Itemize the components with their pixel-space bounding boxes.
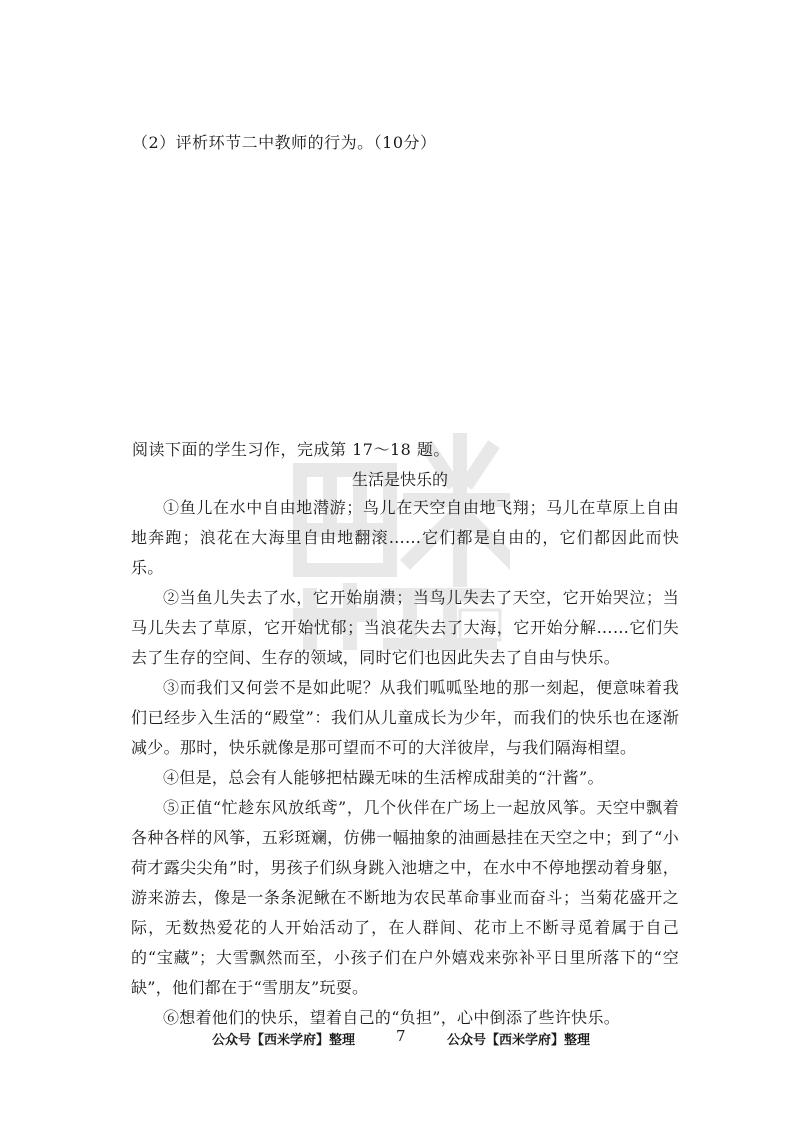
paragraph: ①鱼儿在水中自由地潜游；鸟儿在天空自由地飞翔；马儿在草原上自由地奔跑；浪花在大海里自由地翻滚……它们都是自由的，它们都因此而快乐。: [131, 498, 679, 577]
question-text: （2）评析环节二中教师的行为。（10分）: [132, 133, 437, 152]
paragraph: ③而我们又何尝不是如此呢？从我们呱呱坠地的那一刻起，便意味着我们已经步入生活的“殿堂”：我们从儿童成长为少年，而我们的快乐也在逐渐减少。那时，快乐就像是那可望而不可的大洋彼岸，与我们隔海相望。: [131, 678, 679, 757]
paragraph: ⑤正值“忙趁东风放纸鸢”，几个伙伴在广场上一起放风筝。天空中飘着各种各样的风筝，五彩斑斓，仿佛一幅抽象的油画悬挂在天空之中；到了“小荷才露尖尖角”时，男孩子们纵身跳入池塘之中，在水中不停地摆动着身躯，游来游去，像是一条条泥鳅在不断地为农民革命事业而奋斗；当菊花盛开之际，无数热爱花的人开始活动了，在人群间、花市上不断寻觅着属于自己的“宝藏”；大雪飘然而至，小孩子们在户外嬉戏来弥补平日里所落下的“空缺”，他们都在于“雪朋友”玩耍。: [131, 798, 679, 997]
page-number: 7: [396, 1027, 406, 1045]
paragraph: ④但是，总会有人能够把枯躁无味的生活榨成甜美的“汁酱”。: [163, 768, 604, 787]
footer-left-credit: 公众号【西米学府】整理: [212, 1033, 356, 1048]
paragraph: ②当鱼儿失去了水，它开始崩溃；当鸟儿失去了天空，它开始哭泣；当马儿失去了草原，它开始忧郁；当浪花失去了大海，它开始分解……它们失去了生存的空间、生存的领域，同时它们也因此失去了自由与快乐。: [131, 588, 679, 667]
paragraph: ⑥想着他们的快乐，望着自己的“负担”，心中倒添了些许快乐。: [163, 1008, 621, 1027]
page-footer: [0, 1029, 800, 1049]
essay-title: 生活是快乐的: [351, 470, 448, 489]
reading-intro: 阅读下面的学生习作，完成第 17～18 题。: [132, 440, 450, 459]
footer-right-credit: 公众号【西米学府】整理: [447, 1033, 591, 1048]
essay-body: [131, 493, 679, 1033]
